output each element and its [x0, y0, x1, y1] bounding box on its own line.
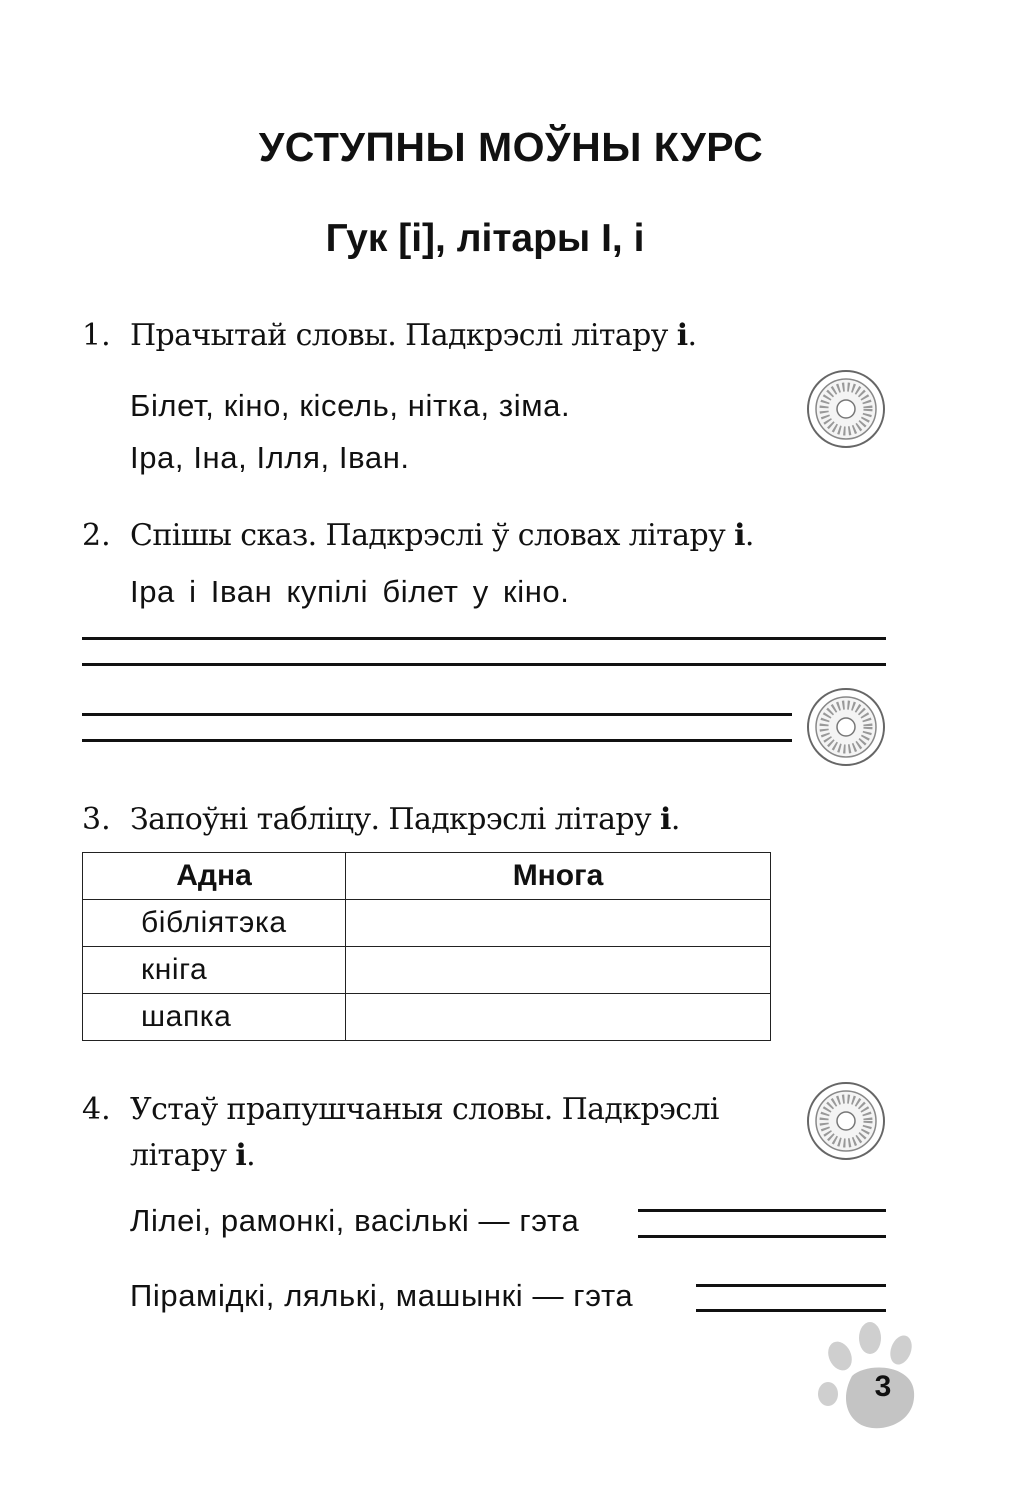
target-letter: і	[235, 1138, 247, 1173]
table-row	[83, 900, 771, 947]
writing-line[interactable]	[82, 663, 886, 666]
singular-plural-table	[82, 852, 771, 1041]
word-cell: кніга	[83, 947, 346, 994]
target-letter: і	[660, 802, 671, 837]
instruction-end: .	[744, 518, 754, 553]
instruction-end: .	[246, 1138, 256, 1173]
word-cell: бібліятэка	[83, 900, 346, 947]
task-1-number: 1.	[82, 318, 111, 353]
task-2-number: 2.	[82, 518, 111, 553]
writing-line[interactable]	[82, 739, 792, 742]
word-cell: шапка	[83, 994, 346, 1041]
donut-icon	[805, 686, 887, 768]
task-4-number: 4.	[82, 1092, 111, 1127]
writing-line[interactable]	[82, 637, 886, 640]
task-4-instruction-line-2	[130, 1133, 255, 1179]
task-3-instruction	[130, 797, 680, 843]
answer-line[interactable]	[696, 1284, 886, 1287]
table-row	[83, 994, 771, 1041]
donut-icon	[805, 1080, 887, 1162]
writing-line[interactable]	[82, 713, 792, 716]
table-row	[83, 947, 771, 994]
target-letter: і	[734, 518, 745, 553]
instruction-text: Спішы сказ. Падкрэслі ў словах літару	[130, 518, 735, 553]
fill-sentence-1: Лілеі, рамонкі, васількі — гэта	[130, 1203, 580, 1238]
instruction-end: .	[670, 802, 680, 837]
answer-cell[interactable]	[346, 947, 771, 994]
answer-line[interactable]	[696, 1309, 886, 1312]
answer-line[interactable]	[638, 1235, 886, 1238]
lesson-subtitle: Гук [і], літары І, і	[325, 217, 645, 260]
header-one: Адна	[83, 853, 346, 900]
task-2-instruction	[130, 513, 754, 559]
table-header-row	[83, 853, 771, 900]
header-many: Многа	[346, 853, 771, 900]
fill-sentence-2: Пірамідкі, лялькі, машынкі — гэта	[130, 1278, 634, 1313]
instruction-text: літару	[130, 1138, 236, 1173]
instruction-text: Прачытай словы. Падкрэслі літару	[130, 318, 677, 353]
task-3-number: 3.	[82, 802, 111, 837]
answer-line[interactable]	[638, 1209, 886, 1212]
page-number: 3	[874, 1370, 892, 1403]
instruction-end: .	[687, 318, 697, 353]
task-4-instruction-line-1: Устаў прапушчаныя словы. Падкрэслі	[130, 1092, 719, 1127]
target-letter: і	[676, 318, 688, 353]
donut-icon	[805, 368, 887, 450]
task-1-words-line-1: Білет, кіно, кісель, нітка, зіма.	[130, 388, 571, 423]
paw-icon	[812, 1318, 922, 1433]
page-title: УСТУПНЫ МОЎНЫ КУРС	[258, 124, 764, 170]
instruction-text: Запоўні табліцу. Падкрэслі літару	[130, 802, 661, 837]
answer-cell[interactable]	[346, 900, 771, 947]
task-2-sentence: Іра і Іван купілі білет у кіно.	[130, 574, 570, 609]
task-1-instruction	[130, 313, 696, 359]
answer-cell[interactable]	[346, 994, 771, 1041]
task-1-words-line-2: Іра, Іна, Ілля, Іван.	[130, 440, 410, 475]
